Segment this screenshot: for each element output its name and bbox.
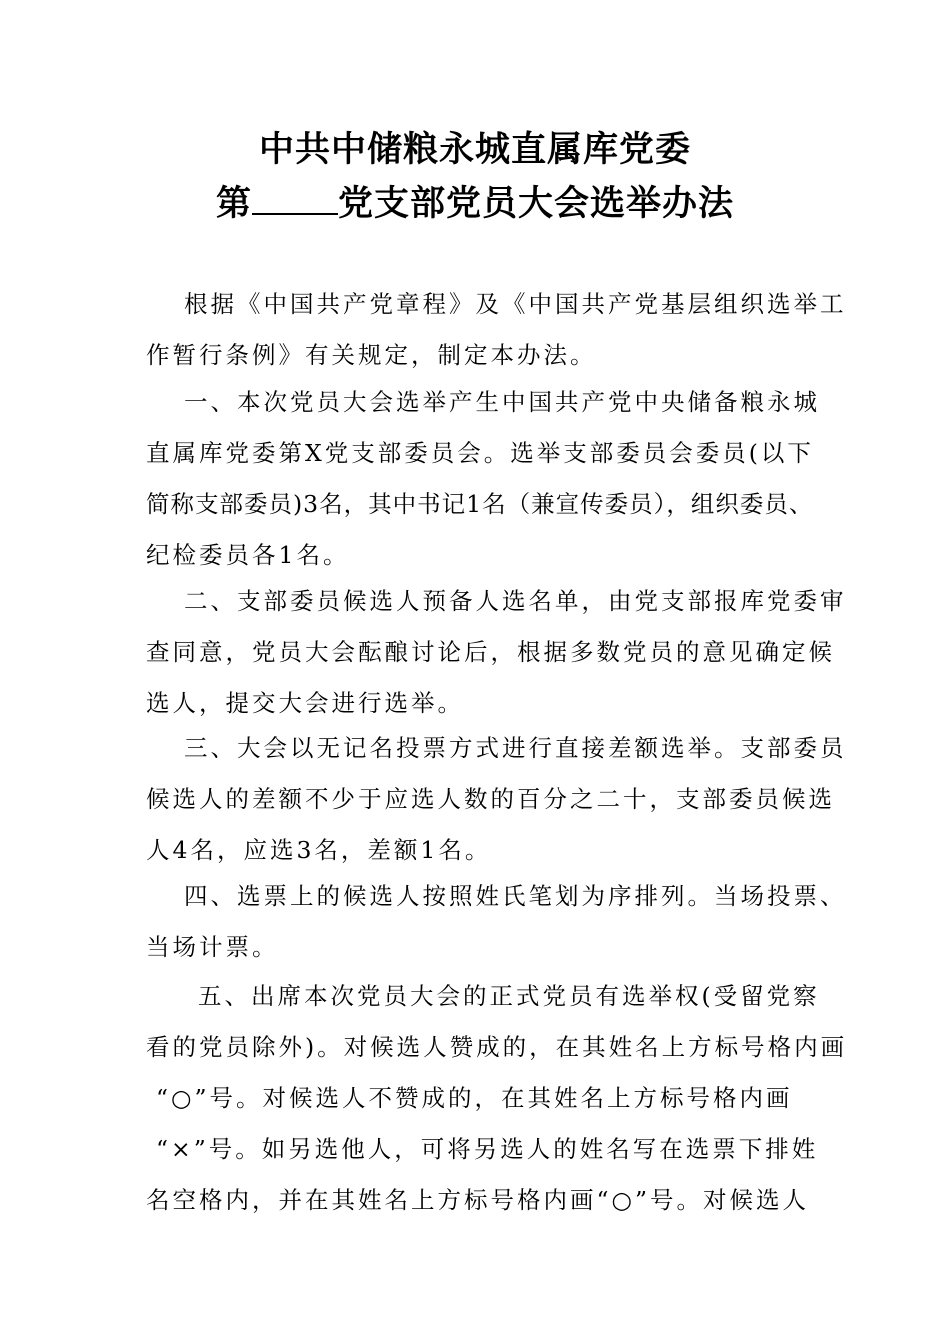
paragraph-line: 直属库党委第X党支部委员会。选举支部委员会委员(以下 xyxy=(146,439,814,467)
title-prefix: 第 xyxy=(215,183,252,224)
paragraph-1 xyxy=(146,377,820,581)
paragraph-line: 二、支部委员候选人预备人选名单，由党支部报库党委审 xyxy=(184,587,847,615)
paragraph-line: 一、本次党员大会选举产生中国共产党中央储备粮永城 xyxy=(184,388,820,416)
paragraph-line: 看的党员除外)。对候选人赞成的，在其姓名上方标号格内画 xyxy=(146,1033,848,1061)
paragraph-line: 选人，提交大会进行选举。 xyxy=(146,689,464,717)
paragraph-line: 候选人的差额不少于应选人数的百分之二十，支部委员候选 xyxy=(146,785,835,813)
paragraph-line: 名空格内，并在其姓名上方标号格内画“○”号。对候选人 xyxy=(146,1186,810,1214)
title-suffix: 党支部党员大会选举办法 xyxy=(338,183,735,224)
title-blank-underline xyxy=(252,183,338,215)
paragraph-line: 根据《中国共产党章程》及《中国共产党基层组织选举工 xyxy=(184,290,847,318)
paragraph-line: 作暂行条例》有关规定，制定本办法。 xyxy=(146,341,597,369)
paragraph-line: 五、出席本次党员大会的正式党员有选举权(受留党察 xyxy=(198,982,820,1010)
paragraph-4 xyxy=(146,871,847,973)
paragraph-line: 简称支部委员)3名，其中书记1名（兼宣传委员），组织委员、 xyxy=(146,490,814,518)
paragraph-2 xyxy=(146,576,847,729)
paragraph-line: 当场计票。 xyxy=(146,933,279,961)
paragraph-line: “×”号。如另选他人，可将另选人的姓名写在选票下排姓 xyxy=(156,1135,819,1163)
paragraph-line: 三、大会以无记名投票方式进行直接差额选举。支部委员 xyxy=(184,734,847,762)
document-title-line2 xyxy=(0,183,950,224)
paragraph-line: “○”号。对候选人不赞成的，在其姓名上方标号格内画 xyxy=(156,1084,793,1112)
document-title-line1: 中共中储粮永城直属库党委 xyxy=(258,129,691,170)
paragraph-line: 四、选票上的候选人按照姓氏笔划为序排列。当场投票、 xyxy=(184,882,847,910)
paragraph-3 xyxy=(146,723,847,876)
paragraph-intro xyxy=(146,279,847,381)
paragraph-line: 查同意，党员大会酝酿讨论后，根据多数党员的意见确定候 xyxy=(146,638,835,666)
paragraph-line: 纪检委员各1名。 xyxy=(146,541,350,569)
paragraph-5 xyxy=(146,971,848,1226)
paragraph-line: 人4名，应选3名，差额1名。 xyxy=(146,836,492,864)
